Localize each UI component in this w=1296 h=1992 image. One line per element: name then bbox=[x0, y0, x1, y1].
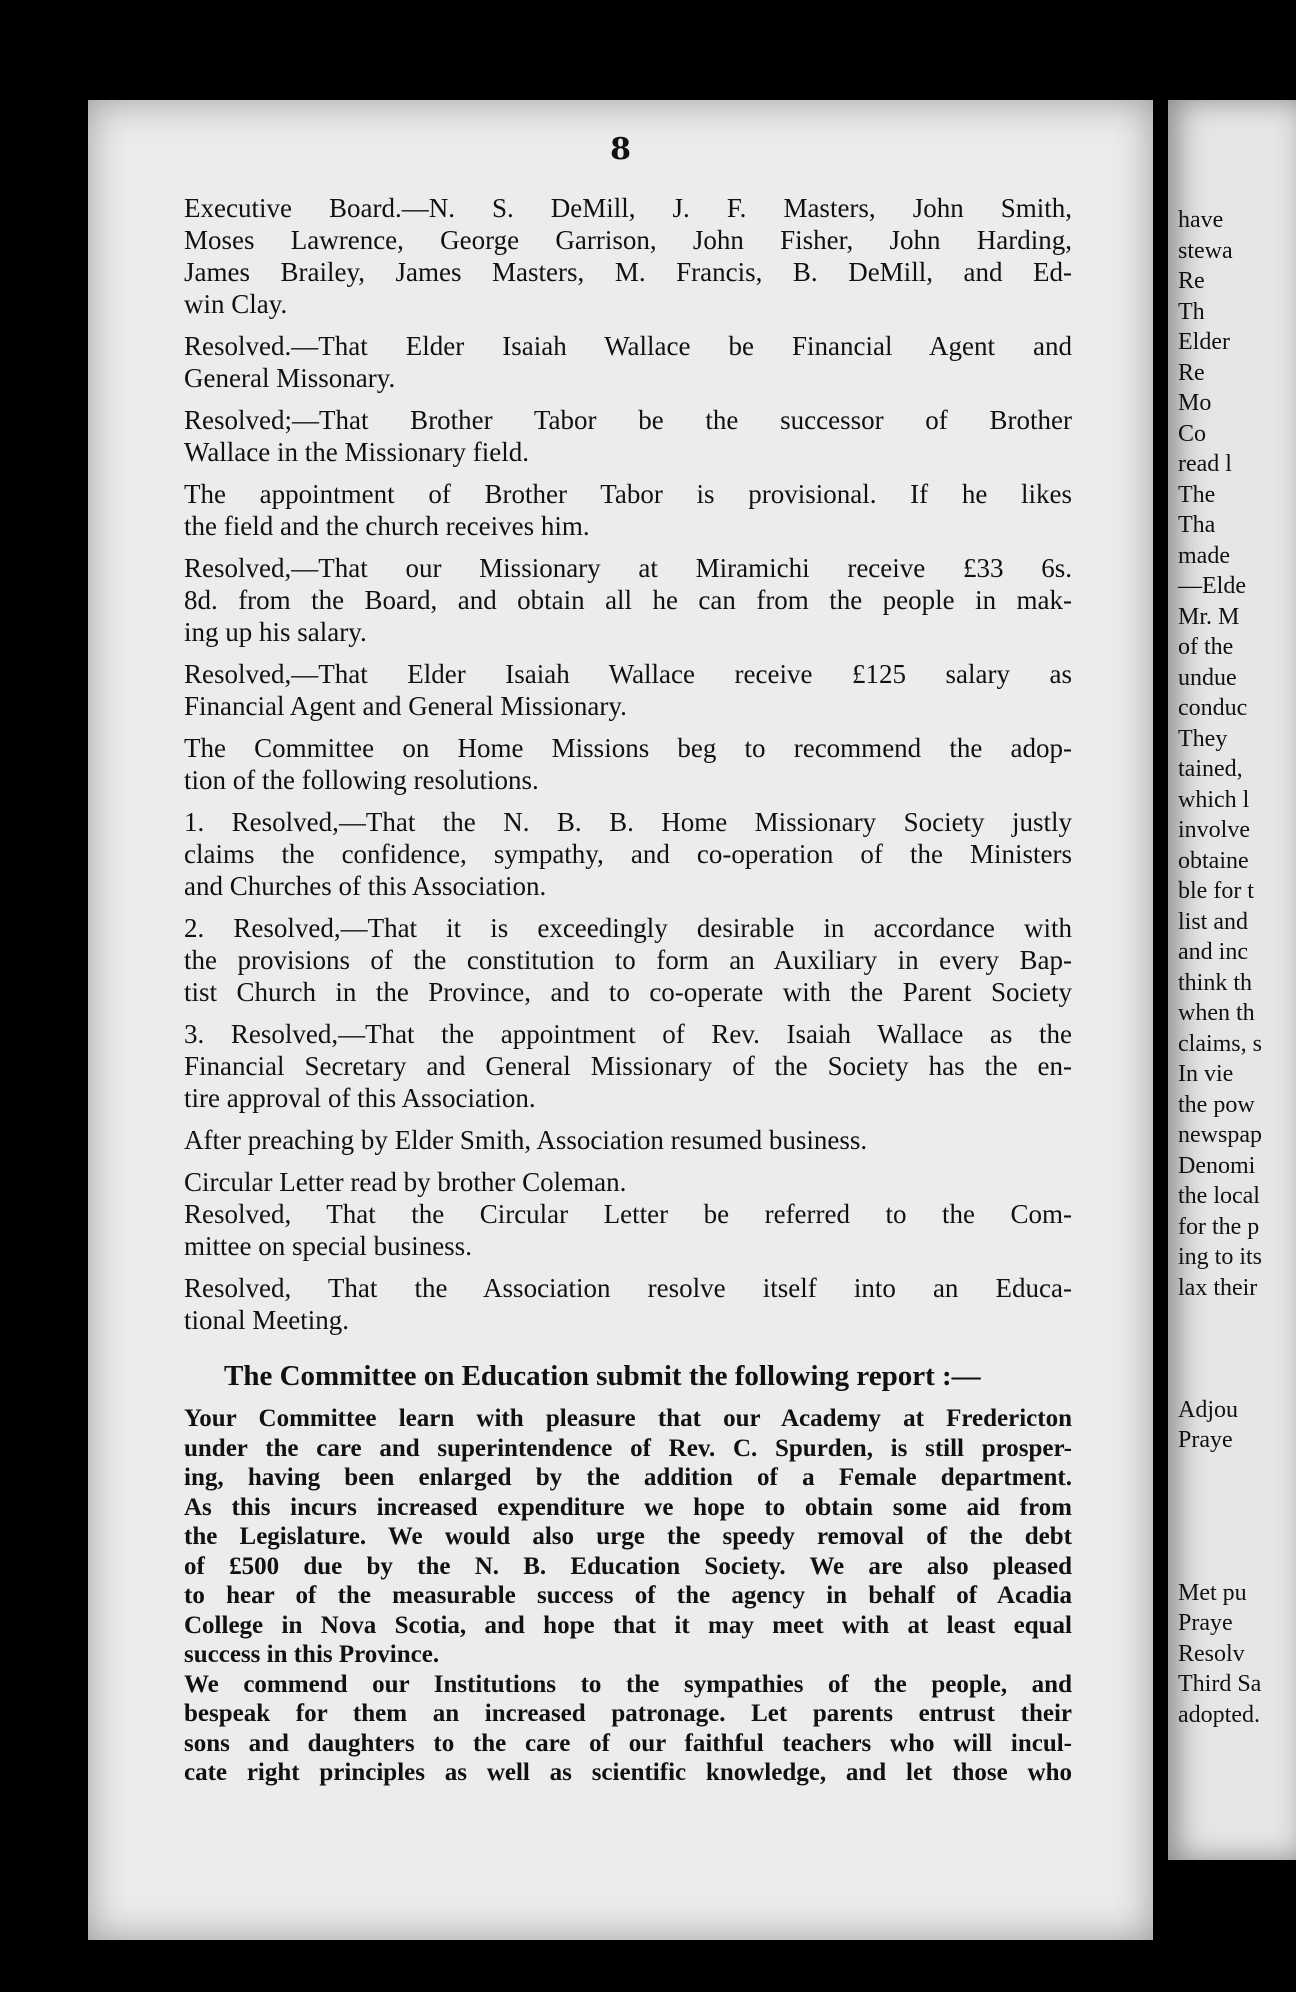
right-text-line: and inc bbox=[1178, 939, 1248, 965]
right-text-line: In vie bbox=[1178, 1061, 1234, 1087]
text-line: General Missonary. bbox=[184, 363, 396, 393]
text-line: to hear of the measurable success of the agency in behalf of Acadia bbox=[184, 1582, 1072, 1609]
right-text-line: stewa bbox=[1178, 237, 1233, 264]
right-text-line: —Elde bbox=[1178, 573, 1246, 599]
report-heading: The Committee on Education submit the following report :— bbox=[224, 1360, 981, 1392]
right-text-line bbox=[1178, 1303, 1262, 1334]
right-text-line: the local bbox=[1178, 1183, 1260, 1209]
text-line: cate right principles as well as scientific knowledge, and let those who bbox=[184, 1759, 1072, 1786]
right-text-line: obtaine bbox=[1178, 847, 1249, 874]
right-text-line: newspap bbox=[1178, 1122, 1262, 1148]
text-line: mittee on special business. bbox=[184, 1231, 472, 1261]
text-line: under the care and superintendence of Rev. C. Spurden, is still prosper- bbox=[184, 1434, 1072, 1462]
text-line: and Churches of this Association. bbox=[184, 871, 547, 901]
right-text-line: have bbox=[1178, 207, 1224, 233]
right-page-text bbox=[1178, 205, 1262, 1730]
right-text-line: list and bbox=[1178, 908, 1248, 935]
text-line: 1. Resolved,—That the N. B. B. Home Missionary Society justly bbox=[184, 807, 1072, 837]
right-text-line bbox=[1178, 1486, 1262, 1517]
right-text-line bbox=[1178, 1547, 1262, 1578]
right-text-line: ing to its bbox=[1178, 1244, 1263, 1270]
right-text-line: Third Sa bbox=[1178, 1671, 1262, 1697]
right-text-line: Praye bbox=[1178, 1610, 1233, 1636]
text-line: tire approval of this Association. bbox=[184, 1083, 536, 1113]
page-text bbox=[184, 192, 1072, 1788]
text-line: the Legislature. We would also urge the speedy removal of the debt bbox=[184, 1523, 1072, 1550]
text-line: tion of the following resolutions. bbox=[184, 765, 539, 795]
right-text-line: Mo bbox=[1178, 390, 1212, 416]
text-line: claims the confidence, sympathy, and co-operation of the Ministers bbox=[184, 839, 1072, 869]
text-line: Resolved,—That Elder Isaiah Wallace receive £125 salary as bbox=[184, 659, 1072, 689]
report-body bbox=[184, 1404, 1072, 1788]
right-text-line: claims, s bbox=[1178, 1030, 1262, 1057]
right-text-line: read l bbox=[1178, 451, 1232, 477]
right-text-line: The bbox=[1178, 481, 1216, 508]
text-line: Your Committee learn with pleasure that our Academy at Fredericton bbox=[184, 1405, 1072, 1432]
right-text-line: ble for t bbox=[1178, 878, 1254, 904]
text-line: bespeak for them an increased patronage. Let parents entrust their bbox=[184, 1700, 1072, 1727]
right-text-line: when th bbox=[1178, 1000, 1255, 1026]
text-line: the provisions of the constitution to form an Auxiliary in every Bap- bbox=[184, 945, 1072, 975]
text-line: Resolved.—That Elder Isaiah Wallace be Financial Agent and bbox=[184, 331, 1072, 361]
right-text-line bbox=[1178, 1334, 1262, 1365]
text-line: of £500 due by the N. B. Education Society. We are also pleased bbox=[184, 1552, 1072, 1580]
right-text-line: involve bbox=[1178, 817, 1250, 843]
right-text-line: Praye bbox=[1178, 1427, 1233, 1453]
text-line: Financial Agent and General Missionary. bbox=[184, 691, 627, 721]
text-line: Wallace in the Missionary field. bbox=[184, 437, 529, 467]
right-text-line: conduc bbox=[1178, 695, 1248, 721]
text-line: ing, having been enlarged by the addition of a Female department. bbox=[184, 1464, 1072, 1491]
right-text-line: lax their bbox=[1178, 1274, 1258, 1301]
right-text-line: Resolv bbox=[1178, 1640, 1245, 1667]
right-page-fragment bbox=[1168, 100, 1296, 1860]
right-text-line: the pow bbox=[1178, 1091, 1255, 1118]
text-line: win Clay. bbox=[184, 289, 288, 319]
right-text-line: undue bbox=[1178, 664, 1237, 691]
text-line: ing up his salary. bbox=[184, 617, 367, 647]
text-line: As this incurs increased expenditure we hope to obtain some aid from bbox=[184, 1493, 1072, 1521]
text-line: the field and the church receives him. bbox=[184, 511, 590, 541]
text-line: 8d. from the Board, and obtain all he can from the people in mak- bbox=[184, 585, 1072, 615]
text-line: Resolved,—That our Missionary at Miramichi receive £33 6s. bbox=[184, 553, 1072, 583]
right-text-line bbox=[1178, 1517, 1262, 1548]
text-line: After preaching by Elder Smith, Association resumed business. bbox=[184, 1125, 868, 1155]
text-line: 2. Resolved,—That it is exceedingly desirable in accordance with bbox=[184, 913, 1072, 943]
right-text-line: Denomi bbox=[1178, 1152, 1256, 1179]
text-line: Resolved;—That Brother Tabor be the successor of Brother bbox=[184, 405, 1072, 435]
text-line: success in this Province. bbox=[184, 1641, 440, 1668]
right-text-line: Th bbox=[1178, 298, 1205, 325]
right-text-line: think th bbox=[1178, 969, 1253, 996]
text-line: Resolved, That the Association resolve itself into an Educa- bbox=[184, 1273, 1072, 1303]
right-text-line bbox=[1178, 1364, 1262, 1395]
left-page bbox=[88, 100, 1153, 1940]
text-line: The appointment of Brother Tabor is provisional. If he likes bbox=[184, 479, 1072, 509]
right-text-line: Mr. M bbox=[1178, 603, 1240, 630]
text-line: College in Nova Scotia, and hope that it may meet with at least equal bbox=[184, 1611, 1072, 1639]
right-text-line: tained, bbox=[1178, 756, 1243, 782]
text-line: Moses Lawrence, George Garrison, John Fisher, John Harding, bbox=[184, 225, 1072, 255]
text-line: sons and daughters to the care of our faithful teachers who will incul- bbox=[184, 1729, 1072, 1757]
text-line: tist Church in the Province, and to co-operate with the Parent Society bbox=[184, 977, 1072, 1007]
text-line: We commend our Institutions to the sympathies of the people, and bbox=[184, 1670, 1072, 1698]
right-text-line: which l bbox=[1178, 786, 1250, 813]
right-text-line: Re bbox=[1178, 359, 1205, 386]
text-line: Resolved, That the Circular Letter be referred to the Com- bbox=[184, 1199, 1072, 1229]
right-text-line: Co bbox=[1178, 420, 1207, 447]
right-text-line: Tha bbox=[1178, 512, 1216, 538]
right-text-line: of the bbox=[1178, 634, 1234, 660]
text-line: 3. Resolved,—That the appointment of Rev. Isaiah Wallace as the bbox=[184, 1019, 1072, 1049]
right-text-line: Adjou bbox=[1178, 1396, 1238, 1423]
right-text-line: made bbox=[1178, 542, 1230, 569]
right-text-line: adopted. bbox=[1178, 1701, 1260, 1728]
page-number: 8 bbox=[610, 132, 631, 167]
right-text-line: Elder bbox=[1178, 329, 1230, 355]
right-text-line: Re bbox=[1178, 268, 1205, 294]
text-line: tional Meeting. bbox=[184, 1305, 349, 1335]
text-line: James Brailey, James Masters, M. Francis, B. DeMill, and Ed- bbox=[184, 257, 1072, 287]
text-line: Executive Board.—N. S. DeMill, J. F. Masters, John Smith, bbox=[184, 193, 1072, 223]
right-text-line: Met pu bbox=[1178, 1579, 1247, 1606]
text-line: The Committee on Home Missions beg to recommend the adop- bbox=[184, 733, 1072, 763]
text-line: Circular Letter read by brother Coleman. bbox=[184, 1167, 627, 1197]
right-text-line: They bbox=[1178, 725, 1228, 752]
right-text-line bbox=[1178, 1456, 1262, 1487]
text-line: Financial Secretary and General Missionary of the Society has the en- bbox=[184, 1051, 1072, 1081]
right-text-line: for the p bbox=[1178, 1213, 1260, 1240]
